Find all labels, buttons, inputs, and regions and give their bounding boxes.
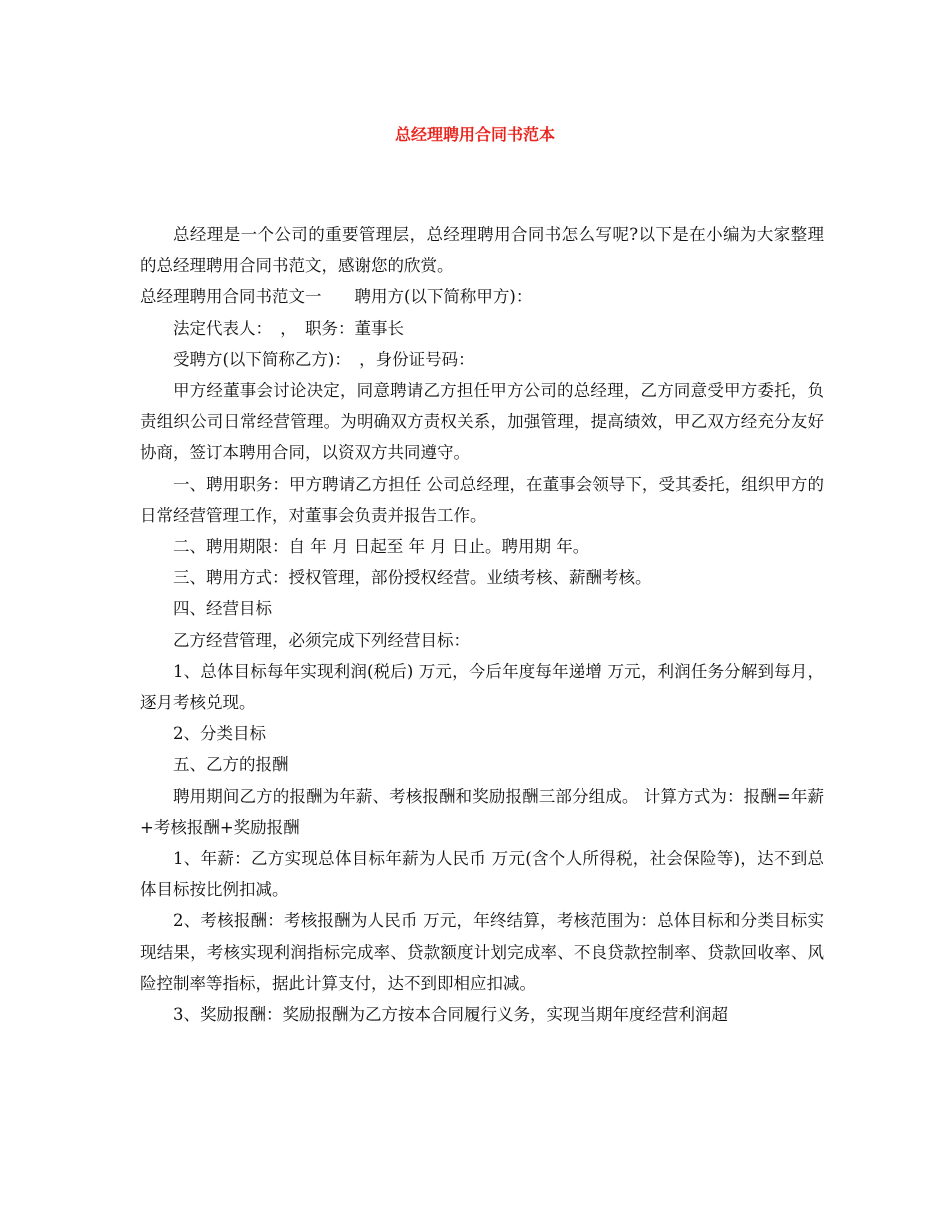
paragraph: 二、聘用期限：自 年 月 日起至 年 月 日止。聘用期 年。 — [173, 537, 590, 557]
paragraph: 乙方经营管理，必须完成下列经营目标： — [173, 630, 470, 650]
paragraph: 四、经营目标 — [173, 599, 272, 619]
paragraph: 总经理聘用合同书范文一 聘用方(以下简称甲方)： — [140, 287, 533, 307]
paragraph: 2、考核报酬：考核报酬为人民币 万元，年终结算，考核范围为：总体目标和分类目标实现结果，考核实现利润指标完成率、贷款额度计划完成率、不良贷款控制率、贷款回收率、风险控制率等指标，据此计算支付，达不到即相应扣减。 — [140, 911, 824, 993]
paragraph: 三、聘用方式：授权管理，部份授权经营。业绩考核、薪酬考核。 — [173, 568, 652, 588]
paragraph: 聘用期间乙方的报酬为年薪、考核报酬和奖励报酬三部分组成。 计算方式为：报酬=年薪+考核报酬+奖励报酬 — [140, 786, 824, 837]
paragraph: 一、聘用职务：甲方聘请乙方担任 公司总经理，在董事会领导下，受其委托，组织甲方的日常经营管理工作，对董事会负责并报告工作。 — [140, 474, 824, 525]
paragraph: 总经理是一个公司的重要管理层，总经理聘用合同书怎么写呢?以下是在小编为大家整理的总经理聘用合同书范文，感谢您的欣赏。 — [140, 225, 824, 276]
paragraph: 2、分类目标 — [173, 724, 266, 744]
paragraph: 1、总体目标每年实现利润(税后) 万元，今后年度每年递增 万元，利润任务分解到每月，逐月考核兑现。 — [140, 661, 824, 713]
document-body — [140, 219, 824, 1030]
paragraph: 法定代表人： ， 职务：董事长 — [173, 318, 404, 338]
paragraph: 受聘方(以下简称乙方)： ，身份证号码： — [173, 349, 475, 369]
document-title: 总经理聘用合同书范本 — [394, 125, 555, 144]
paragraph: 3、奖励报酬：奖励报酬为乙方按本合同履行义务，实现当期年度经营利润超 — [173, 1005, 728, 1025]
paragraph: 1、年薪：乙方实现总体目标年薪为人民币 万元(含个人所得税，社会保险等)，达不到总体目标按比例扣减。 — [140, 849, 824, 900]
paragraph: 甲方经董事会讨论决定，同意聘请乙方担任甲方公司的总经理，乙方同意受甲方委托，负责组织公司日常经营管理。为明确双方责权关系，加强管理，提高绩效，甲乙双方经充分友好协商，签订本聘用合同，以资双方共同遵守。 — [140, 381, 824, 463]
paragraph: 五、乙方的报酬 — [173, 755, 289, 775]
